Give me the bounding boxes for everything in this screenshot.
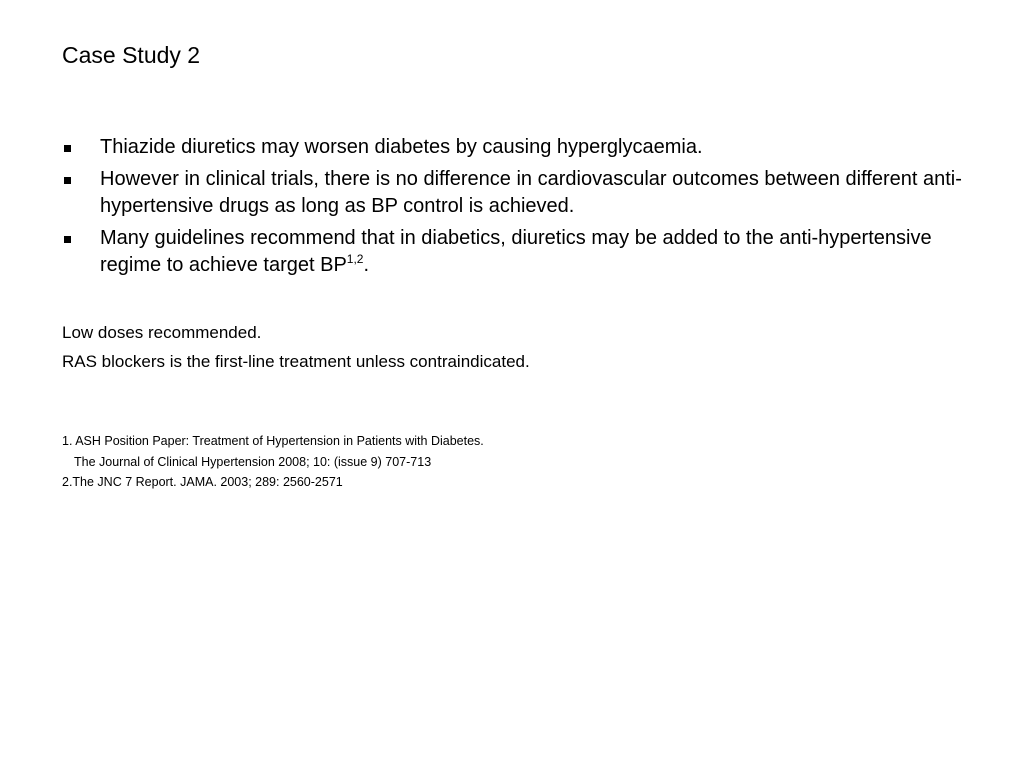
reference-line: 2.The JNC 7 Report. JAMA. 2003; 289: 2560-2571 bbox=[62, 475, 343, 489]
square-bullet-icon bbox=[64, 236, 71, 243]
bullet-list bbox=[62, 134, 962, 284]
bullet-item bbox=[62, 225, 962, 279]
square-bullet-icon bbox=[64, 145, 71, 152]
reference-line: 1. ASH Position Paper: Treatment of Hypertension in Patients with Diabetes. bbox=[62, 434, 484, 448]
bullet-text: Thiazide diuretics may worsen diabetes by causing hyperglycaemia. bbox=[100, 136, 703, 158]
note-line: RAS blockers is the first-line treatment unless contraindicated. bbox=[62, 352, 530, 371]
note-line: Low doses recommended. bbox=[62, 323, 262, 342]
bullet-item bbox=[62, 134, 962, 161]
references-block bbox=[62, 431, 484, 493]
notes-block bbox=[62, 318, 530, 376]
reference-line: The Journal of Clinical Hypertension 2008; 10: (issue 9) 707-713 bbox=[74, 454, 432, 469]
bullet-item bbox=[62, 166, 962, 220]
square-bullet-icon bbox=[64, 177, 71, 184]
bullet-text: However in clinical trials, there is no difference in cardiovascular outcomes between different anti-hypertensive drugs as long as BP control is achieved. bbox=[100, 168, 962, 217]
bullet-suffix: . bbox=[363, 254, 370, 276]
bullet-text: Many guidelines recommend that in diabetics, diuretics may be added to the anti-hypertensive regime to achieve target BP bbox=[100, 227, 932, 276]
slide-title: Case Study 2 bbox=[62, 42, 201, 68]
citation-superscript: 1,2 bbox=[346, 252, 364, 266]
